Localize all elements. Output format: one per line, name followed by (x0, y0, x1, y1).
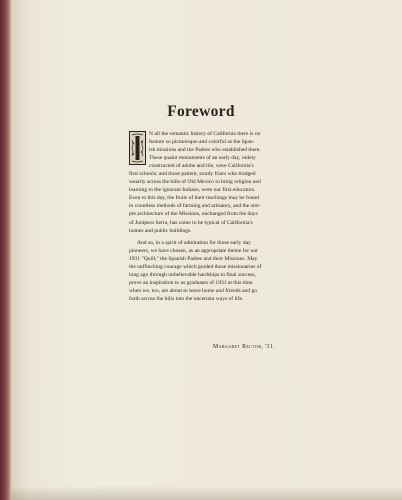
page-title: Foreword (167, 103, 235, 120)
paragraph-line: of Junipero Serra, has come to be typical of California's (129, 219, 253, 226)
paragraph-line: These quaint monuments of an early day, rudely (149, 155, 256, 162)
paragraph-line: constructed of adobe and tile, were California's (149, 163, 254, 170)
paragraph-line: when we, too, are about to leave home and friends and go (129, 287, 257, 294)
paragraph-line: ish missions and the Padres who established them. (149, 147, 261, 154)
paragraph-line: learning to the ignorant Indians, were our first educators. (129, 187, 256, 194)
paragraph-line: N all the romantic history of California there is no (149, 131, 261, 137)
foreword-body (129, 130, 312, 303)
paragraph-line: first schools; and those patient, sturdy friars who trudged (129, 171, 256, 178)
paragraph-line: Even to this day, the fruits of their teachings may be found (129, 195, 259, 202)
paragraph-line: 1931 "Quill," the Spanish Padres and their Missions. May (129, 255, 258, 262)
paragraph-line: wearily across the hills of Old Mexico to bring religion and (129, 179, 261, 186)
paragraph-line: pioneers, we have chosen, as an appropriate theme for our (129, 247, 258, 254)
paragraph-line: in countless methods of farming and artisanry, and the sim- (129, 203, 261, 210)
paragraph-line: And so, in a spirit of admiration for those early day (137, 239, 251, 246)
paragraph-line: ple architecture of the Missions, unchanged from the days (129, 211, 258, 218)
paragraph-line: forth across the hills into the uncertain ways of life. (129, 295, 244, 302)
paragraph-line: long ago through unbelievable hardships to final success, (129, 271, 256, 278)
author-signature: Margaret Rector, '31. (213, 344, 275, 350)
paragraph-line: prove an inspiration to us graduates of 1931 at this time (129, 279, 253, 286)
page-shadow (11, 486, 402, 500)
paragraph-line: the unflinching courage which guided those missionaries of (129, 263, 262, 270)
paragraph-line: homes and public buildings. (129, 227, 192, 234)
book-binding (0, 0, 11, 500)
paragraph-line: feature so picturesque and colorful as the Span- (149, 139, 255, 146)
